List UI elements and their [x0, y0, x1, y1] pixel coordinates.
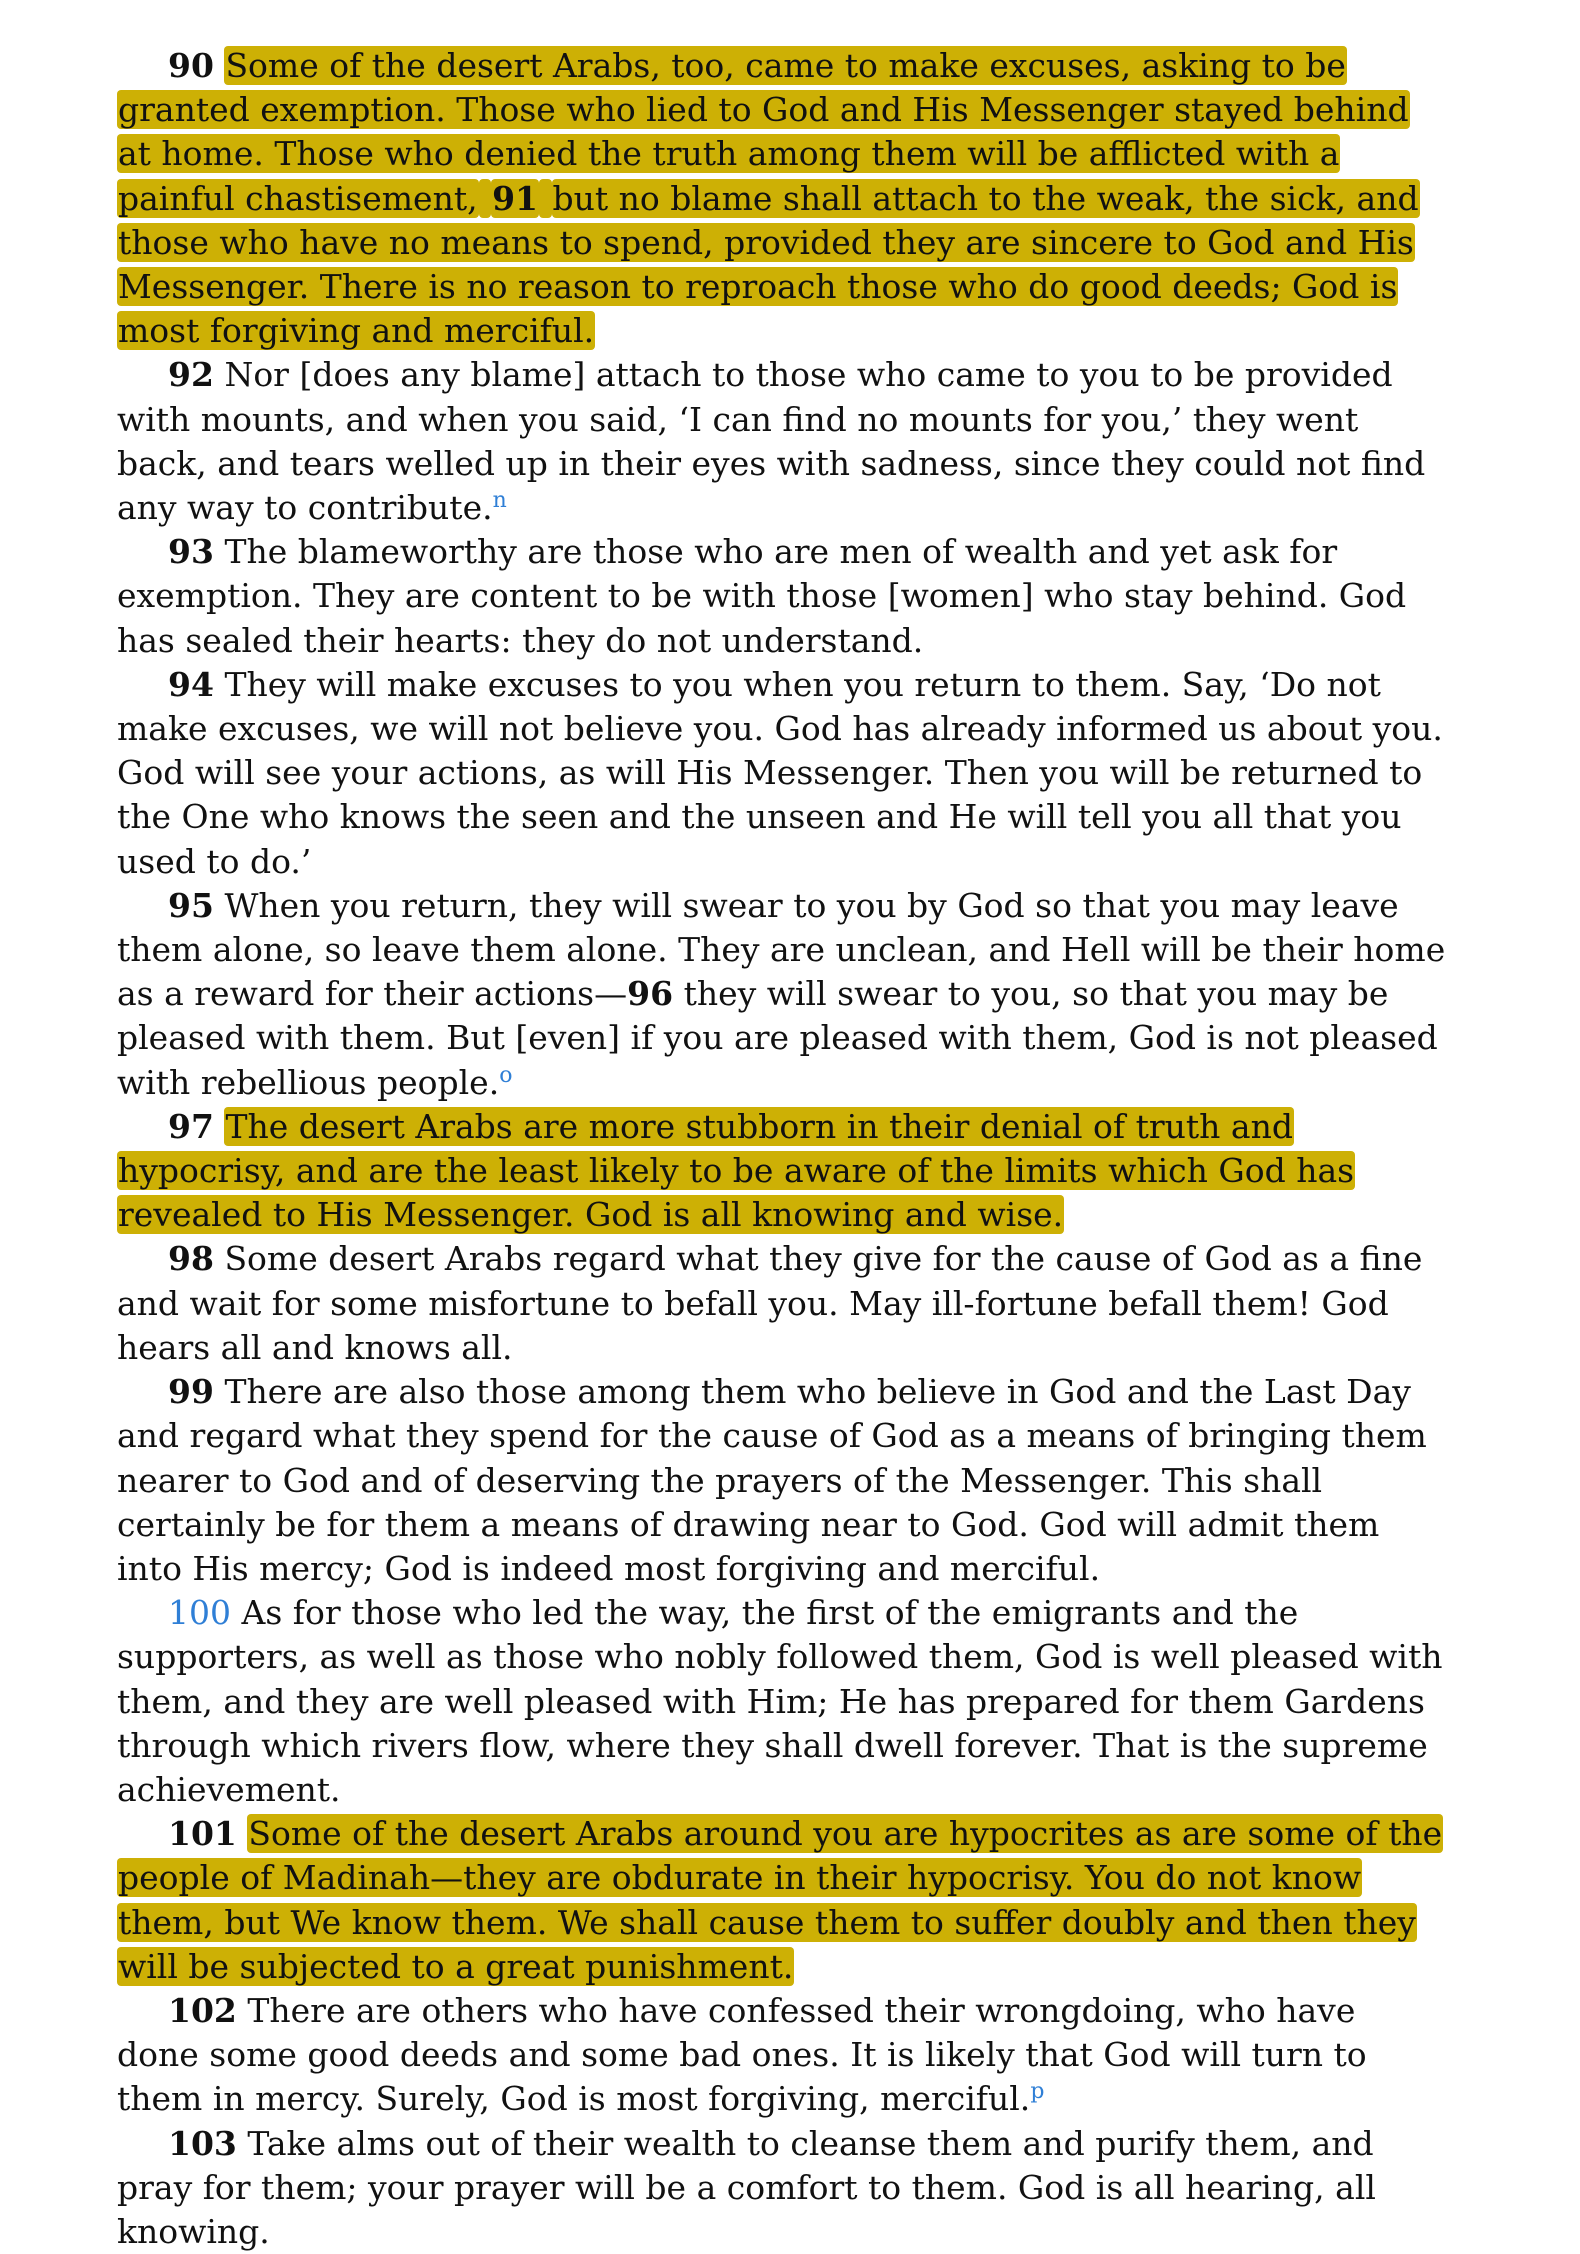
verse-paragraph-97: [117, 1105, 1447, 1238]
verse-paragraph-99: [117, 1370, 1447, 1591]
verse-paragraph-92: [117, 353, 1447, 530]
footnote-link[interactable]: n: [492, 488, 507, 514]
verse-number: 102: [168, 1990, 237, 2030]
reader-page: [117, 44, 1447, 2254]
highlighted-verse-text[interactable]: The desert Arabs are more stubborn in their denial of truth and hypocrisy, and are the least likely to be aware of the limits which God has revealed to His Messenger. God is all knowing and wise.: [118, 1106, 1355, 1235]
highlighted-verse-text[interactable]: Some of the desert Arabs around you are hypocrites as are some of the people of Madinah—they are obdurate in their hypocrisy. You do not know them, but We know them. We shall cause them to suffer doubly and then they will be subjected to a great punishment.: [118, 1814, 1443, 1986]
verse-number: 91: [492, 178, 539, 218]
verse-text: When you return, they will swear to you by God so that you may leave them alone, so leave them alone. They are unclean, and Hell will be their home as a reward for their actions—: [117, 885, 1446, 1014]
verse-text: They will make excuses to you when you return to them. Say, ‘Do not make excuses, we will not believe you. God has already informed us about you. God will see your actions, as will His Messenger. Then you will be returned to the One who knows the seen and the unseen and He will tell you all that you used to do.’: [117, 664, 1443, 881]
verse-number: 99: [168, 1372, 214, 1412]
verse-number: 103: [168, 2123, 237, 2163]
verse-paragraph-93: [117, 530, 1447, 663]
highlighted-verse-text[interactable]: but no blame shall attach to the weak, the sick, and those who have no means to spend, provided they are sincere to God and His Messenger. There is no reason to reproach those who do good deeds; God is most forgiving and merciful.: [118, 178, 1419, 351]
verse-text: they will swear to you, so that you may be pleased with them. But [even] if you are pleased with them, God is not pleased with rebellious people.: [117, 974, 1438, 1102]
verse-paragraph-101: [117, 1812, 1447, 1989]
verse-number-link[interactable]: 100: [168, 1593, 231, 1633]
verse-text: The blameworthy are those who are men of wealth and yet ask for exemption. They are content to be with those [women] who stay behind. God has sealed their hearts: they do not understand.: [117, 532, 1407, 660]
verse-paragraph-98: [117, 1237, 1447, 1370]
verse-paragraph-95-96: [117, 884, 1447, 1105]
verse-number: 97: [168, 1106, 214, 1146]
verse-number: 95: [168, 885, 214, 925]
verse-text: Some desert Arabs regard what they give for the cause of God as a fine and wait for some misfortune to befall you. May ill-fortune befall them! God hears all and knows all.: [117, 1239, 1423, 1367]
verse-number: 94: [168, 664, 214, 704]
verse-paragraph-94: [117, 663, 1447, 884]
verse-text: There are also those among them who believe in God and the Last Day and regard what they spend for the cause of God as a means of bringing them nearer to God and of deserving the prayers of the Messenger. This shall certainly be for them a means of drawing near to God. God will admit them into His mercy; God is indeed most forgiving and merciful.: [117, 1372, 1427, 1588]
verse-paragraph-102: [117, 1989, 1447, 2122]
verse-paragraph-90-91: [117, 44, 1447, 353]
highlighted-verse-text[interactable]: Some of the desert Arabs, too, came to make excuses, asking to be granted exemption. Those who lied to God and His Messenger stayed behind at home. Those who denied the truth among them will be afflicted with a painful chastisement,: [118, 46, 1409, 218]
verse-number: 98: [168, 1239, 214, 1279]
verse-number: 96: [627, 974, 674, 1014]
verse-paragraph-100: [117, 1591, 1447, 1812]
verse-number: 90: [168, 46, 214, 85]
verse-paragraph-103: [117, 2122, 1447, 2254]
footnote-link[interactable]: p: [1030, 2079, 1045, 2105]
verse-text: There are others who have confessed their wrongdoing, who have done some good deeds and some bad ones. It is likely that God will turn to them in mercy. Surely, God is most forgiving, merciful.: [117, 1990, 1367, 2119]
verse-number: 93: [168, 532, 214, 572]
verse-number: 101: [168, 1814, 237, 1854]
footnote-link[interactable]: o: [499, 1062, 513, 1088]
verse-text: Nor [does any blame] attach to those who came to you to be provided with mounts, and when you said, ‘I can find no mounts for you,’ they went back, and tears welled up in their eyes with sadness, since they could not find any way to contribute.: [117, 355, 1426, 528]
verse-number: 92: [168, 355, 214, 395]
verse-text: As for those who led the way, the first of the emigrants and the supporters, as well as those who nobly followed them, God is well pleased with them, and they are well pleased with Him; He has prepared for them Gardens through which rivers flow, where they shall dwell forever. That is the supreme achievement.: [117, 1593, 1443, 1809]
verse-text: Take alms out of their wealth to cleanse them and purify them, and pray for them; your prayer will be a comfort to them. God is all hearing, all knowing.: [117, 2123, 1376, 2251]
